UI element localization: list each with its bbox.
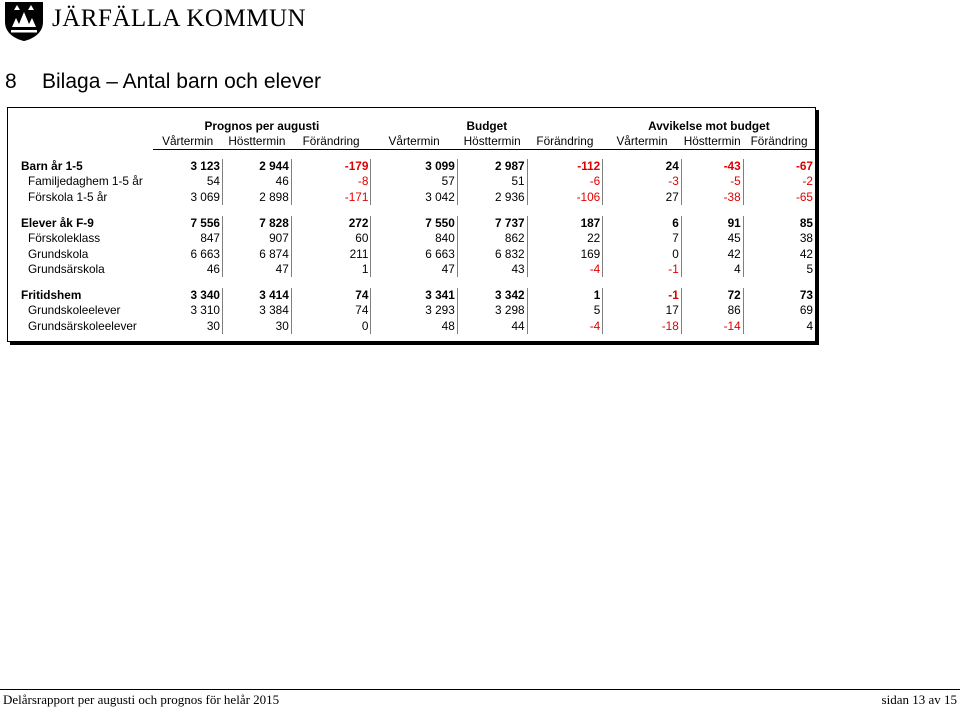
section-title-text: Bilaga – Antal barn och elever — [42, 70, 322, 93]
table-cell: 1 — [527, 288, 603, 303]
table-cell: -8 — [291, 174, 371, 189]
table-cell: 73 — [799, 287, 813, 302]
group-header-prognos: Prognos per augusti — [204, 119, 320, 133]
data-table — [21, 119, 815, 334]
section-title — [5, 70, 321, 94]
column-header: Vårtermin — [371, 133, 457, 150]
table-cell: 6 832 — [457, 247, 527, 262]
table-cell: 3 042 — [371, 190, 457, 205]
table-row — [21, 288, 815, 303]
table-row — [21, 262, 815, 277]
table-cell: 6 — [603, 216, 682, 231]
table-cell: 3 342 — [457, 288, 527, 303]
spacer-row — [21, 205, 815, 216]
table-cell: 3 384 — [223, 303, 292, 318]
table-cell: -112 — [527, 159, 603, 174]
column-header: Förändring — [291, 133, 371, 150]
table-cell: 3 414 — [223, 288, 292, 303]
group-header-row — [21, 119, 815, 133]
row-label: Grundsärskola — [28, 261, 105, 276]
section-number: 8 — [5, 70, 17, 93]
table-cell: 46 — [223, 174, 292, 189]
table-cell: 38 — [799, 231, 813, 246]
table-cell: 840 — [371, 231, 457, 246]
footer-report-title: Delårsrapport per augusti och prognos för helår 2015 — [3, 692, 280, 707]
table-cell: -14 — [681, 319, 743, 334]
table-cell: 211 — [291, 247, 371, 262]
table-cell: 2 898 — [223, 190, 292, 205]
table-cell: 47 — [371, 262, 457, 277]
table-cell: 0 — [291, 319, 371, 334]
page-header — [0, 0, 400, 44]
table-cell: 43 — [457, 262, 527, 277]
footer-rule — [0, 689, 960, 690]
table-body — [21, 119, 815, 334]
table-cell: -171 — [291, 190, 371, 205]
column-header: Förändring — [527, 133, 603, 150]
table-cell: 2 936 — [457, 190, 527, 205]
crest-icon — [3, 0, 45, 42]
table-cell: -65 — [795, 189, 813, 204]
table-cell: 6 663 — [371, 247, 457, 262]
table-cell: 74 — [291, 288, 371, 303]
table-cell: -179 — [291, 159, 371, 174]
table-cell: 3 123 — [153, 159, 223, 174]
table-cell: 6 874 — [223, 247, 292, 262]
table-cell: -43 — [681, 159, 743, 174]
table-cell: 7 737 — [457, 216, 527, 231]
table-cell: 2 944 — [223, 159, 292, 174]
table-cell: 86 — [681, 303, 743, 318]
table-cell: 57 — [371, 174, 457, 189]
table-cell: -4 — [527, 262, 603, 277]
subheader-row — [21, 133, 815, 150]
table-cell: 3 310 — [153, 303, 223, 318]
data-table-panel — [7, 107, 816, 342]
spacer-row — [21, 277, 815, 288]
row-label: Barn år 1-5 — [21, 159, 83, 173]
table-cell: 54 — [153, 174, 223, 189]
table-row — [21, 190, 815, 205]
table-cell: 3 298 — [457, 303, 527, 318]
table-cell: 272 — [291, 216, 371, 231]
table-cell: 7 550 — [371, 216, 457, 231]
table-cell: 46 — [153, 262, 223, 277]
table-cell: -2 — [802, 174, 813, 189]
table-cell: 24 — [603, 159, 682, 174]
table-cell: 45 — [681, 231, 743, 246]
table-cell: 7 556 — [153, 216, 223, 231]
row-label: Förskoleklass — [28, 231, 101, 246]
table-cell: 7 — [603, 231, 682, 246]
table-cell: -67 — [795, 159, 813, 173]
table-cell: 3 293 — [371, 303, 457, 318]
table-cell: -18 — [603, 319, 682, 334]
table-cell: 47 — [223, 262, 292, 277]
row-label: Grundskola — [28, 246, 89, 261]
table-cell: 847 — [153, 231, 223, 246]
row-label: Elever åk F-9 — [21, 215, 94, 230]
table-cell: 3 341 — [371, 288, 457, 303]
organization-name: JÄRFÄLLA KOMMUN — [52, 5, 307, 32]
table-cell: 27 — [603, 190, 682, 205]
table-cell: 169 — [527, 247, 603, 262]
table-cell: 74 — [291, 303, 371, 318]
row-label: Familjedaghem 1-5 år — [28, 174, 143, 189]
table-cell: 42 — [799, 246, 813, 261]
table-cell: -6 — [527, 174, 603, 189]
table-row — [21, 174, 815, 189]
table-cell: -106 — [527, 190, 603, 205]
table-cell: 69 — [799, 303, 813, 318]
table-row — [21, 159, 815, 174]
table-cell: 42 — [681, 247, 743, 262]
row-label: Grundskoleelever — [28, 303, 121, 318]
table-row — [21, 247, 815, 262]
table-cell: 91 — [681, 216, 743, 231]
table-cell: 7 828 — [223, 216, 292, 231]
row-label: Fritidshem — [21, 287, 82, 302]
table-cell: 51 — [457, 174, 527, 189]
table-cell: -4 — [527, 319, 603, 334]
table-cell: -1 — [603, 288, 682, 303]
column-header: Hösttermin — [457, 133, 527, 150]
table-row — [21, 303, 815, 318]
table-cell: 60 — [291, 231, 371, 246]
group-header-budget: Budget — [466, 119, 508, 133]
table-cell: 4 — [681, 262, 743, 277]
column-header: Hösttermin — [223, 133, 292, 150]
table-cell: 5 — [806, 261, 813, 276]
footer-page-number: sidan 13 av 15 — [881, 692, 957, 707]
table-cell: 22 — [527, 231, 603, 246]
group-header-avvikelse: Avvikelse mot budget — [648, 119, 770, 133]
column-header: Hösttermin — [681, 133, 743, 150]
table-cell: -5 — [681, 174, 743, 189]
table-cell: 72 — [681, 288, 743, 303]
table-cell: 44 — [457, 319, 527, 334]
table-cell: -3 — [603, 174, 682, 189]
table-cell: 907 — [223, 231, 292, 246]
table-cell: 1 — [291, 262, 371, 277]
table-cell: 5 — [527, 303, 603, 318]
table-cell: 85 — [799, 215, 813, 230]
table-row — [21, 231, 815, 246]
table-cell: 3 099 — [371, 159, 457, 174]
column-header: Vårtermin — [603, 133, 682, 150]
column-header: Förändring — [743, 133, 815, 150]
table-cell: 6 663 — [153, 247, 223, 262]
table-cell: 4 — [806, 318, 813, 333]
table-cell: -1 — [603, 262, 682, 277]
table-cell: 30 — [223, 319, 292, 334]
table-cell: -38 — [681, 190, 743, 205]
row-label: Grundsärskoleelever — [28, 318, 137, 333]
column-header: Vårtermin — [153, 133, 223, 150]
row-label: Förskola 1-5 år — [28, 189, 108, 204]
table-cell: 862 — [457, 231, 527, 246]
table-cell: 30 — [153, 319, 223, 334]
table-cell: 2 987 — [457, 159, 527, 174]
table-row — [21, 319, 815, 334]
spacer-row — [21, 150, 815, 160]
table-cell: 48 — [371, 319, 457, 334]
table-row — [21, 216, 815, 231]
table-cell: 3 340 — [153, 288, 223, 303]
table-cell: 3 069 — [153, 190, 223, 205]
table-cell: 17 — [603, 303, 682, 318]
table-cell: 0 — [603, 247, 682, 262]
table-cell: 187 — [527, 216, 603, 231]
